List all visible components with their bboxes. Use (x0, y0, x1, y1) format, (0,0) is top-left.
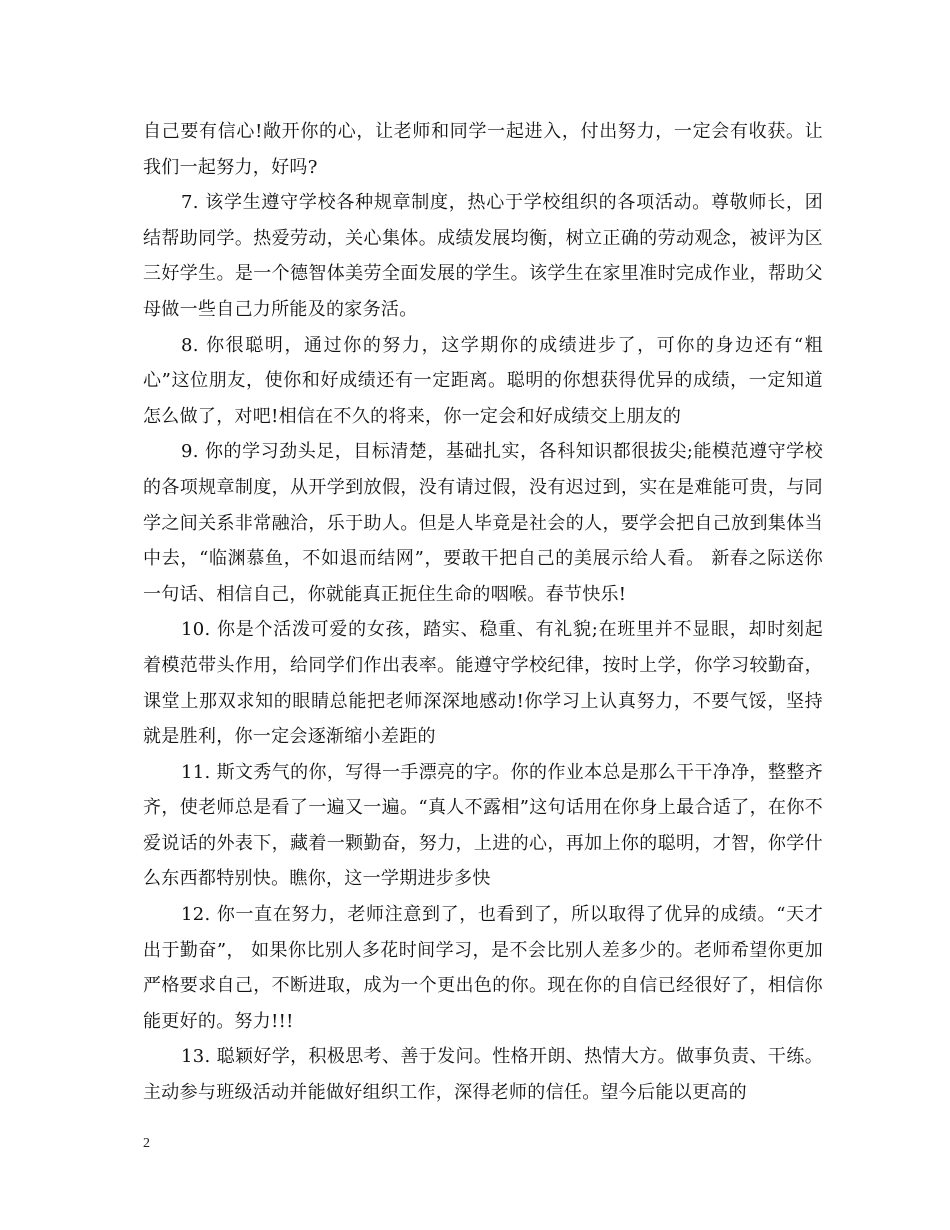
paragraph-item-12: 12. 你一直在努力，老师注意到了，也看到了，所以取得了优异的成绩。“天才出于勤奋”， 如果你比别人多花时间学习，是不会比别人差多少的。老师希望你更加严格要求自己，不断进取，成为一个更出色的你。现在你的自信已经很好了，相信你能更好的。努力!!! (143, 904, 823, 1032)
paragraph-item-7: 7. 该学生遵守学校各种规章制度，热心于学校组织的各项活动。尊敬师长，团结帮助同学。热爱劳动，关心集体。成绩发展均衡，树立正确的劳动观念，被评为区三好学生。是一个德智体美劳全面发展的学生。该学生在家里准时完成作业，帮助父母做一些自己力所能及的家务活。 (143, 192, 823, 320)
paragraph-item-8: 8. 你很聪明，通过你的努力，这学期你的成绩进步了，可你的身边还有“粗心”这位朋友，使你和好成绩还有一定距离。聪明的你想获得优异的成绩，一定知道怎么做了，对吧!相信在不久的将来，你一定会和好成绩交上朋友的 (143, 334, 823, 427)
paragraph-item-13: 13. 聪颖好学，积极思考、善于发问。性格开朗、热情大方。做事负责、干练。主动参与班级活动并能做好组织工作，深得老师的信任。望今后能以更高的 (143, 1046, 823, 1104)
paragraph-item-10: 10. 你是个活泼可爱的女孩，踏实、稳重、有礼貌;在班里并不显眼，却时刻起着模范带头作用，给同学们作出表率。能遵守学校纪律，按时上学，你学习较勤奋，课堂上那双求知的眼睛总能把老师深深地感动!你学习上认真努力，不要气馁，坚持就是胜利，你一定会逐渐缩小差距的 (143, 619, 823, 748)
page-number: 2 (143, 1136, 150, 1151)
paragraph-continuation: 自己要有信心!敞开你的心，让老师和同学一起进入，付出努力，一定会有收获。让我们一起努力，好吗? (143, 121, 823, 178)
paragraph-item-11: 11. 斯文秀气的你，写得一手漂亮的字。你的作业本总是那么干干净净，整整齐齐，使老师总是看了一遍又一遍。“真人不露相”这句话用在你身上最合适了，在你不爱说话的外表下，藏着一颗勤奋，努力，上进的心，再加上你的聪明，才智，你学什么东西都特别快。瞧你，这一学期进步多快 (143, 761, 823, 890)
paragraph-item-9: 9. 你的学习劲头足，目标清楚，基础扎实，各科知识都很拔尖;能模范遵守学校的各项规章制度，从开学到放假，没有请过假，没有迟过到，实在是难能可贵，与同学之间关系非常融洽，乐于助人。但是人毕竟是社会的人，要学会把自己放到集体当中去，“临渊慕鱼，不如退而结网”，要敢干把自己的美展示给人看。 新春之际送你一句话、相信自己，你就能真正扼住生命的咽喉。春节快乐! (143, 441, 823, 605)
document-body (143, 114, 823, 1111)
